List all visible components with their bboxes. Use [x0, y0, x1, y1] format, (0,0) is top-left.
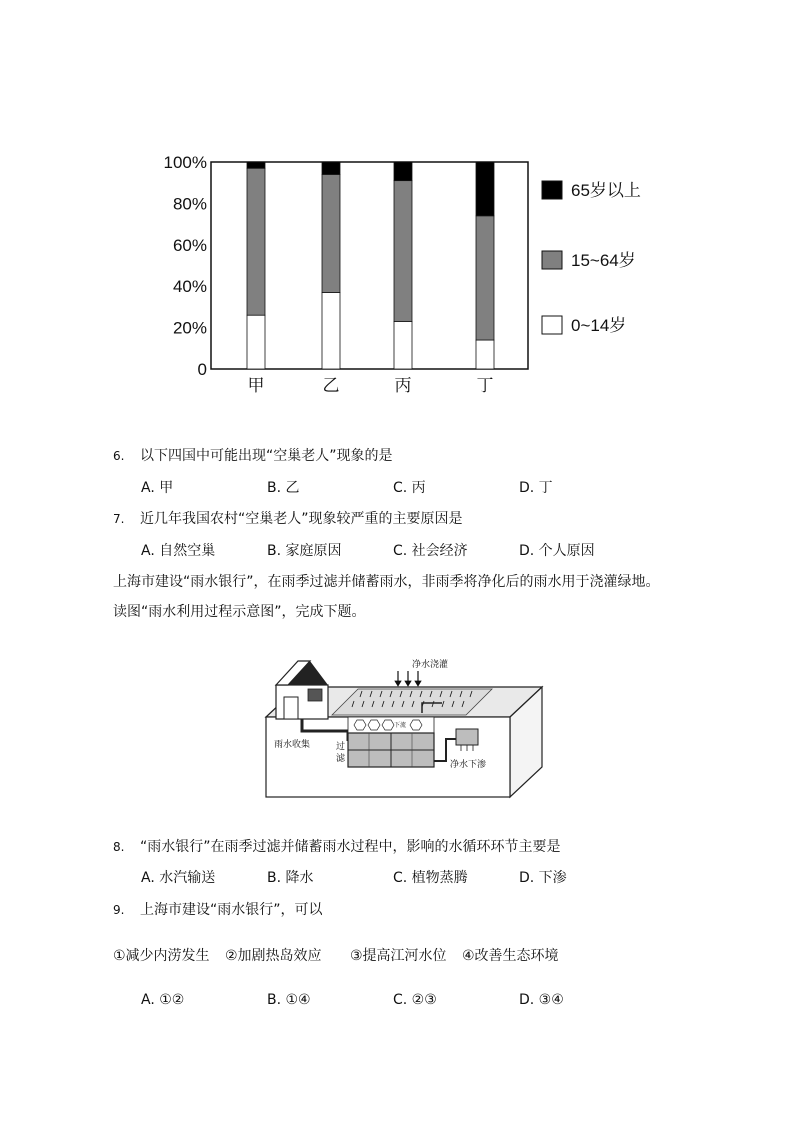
statement-2: ②加剧热岛效应: [225, 948, 322, 964]
option-a: A. ①②: [141, 992, 185, 1008]
y-tick-label: 60%: [172, 235, 207, 255]
legend-label: 65岁以上: [571, 181, 641, 200]
label-filter-1: 过: [336, 741, 346, 751]
rainwater-diagram: [262, 655, 544, 801]
label-collection: 雨水收集: [274, 739, 311, 749]
option-b: B. 降水: [267, 870, 314, 886]
option-c: C. ②③: [393, 992, 437, 1008]
legend-label: 15~64岁: [571, 251, 636, 270]
question-text: 上海市建设“雨水银行”，可以: [140, 902, 323, 918]
label-seep-down: 净水下渗: [450, 759, 487, 769]
question-number: 7.: [113, 512, 125, 526]
bar-segment: [322, 174, 340, 292]
storage-tanks: [348, 733, 434, 767]
x-tick-label: 丙: [394, 376, 412, 395]
legend-swatch: [542, 316, 562, 334]
passage-line: 上海市建设“雨水银行”，在雨季过滤并储蓄雨水，非雨季将净化后的雨水用于浇灌绿地。: [113, 574, 660, 590]
option-d: D. 丁: [519, 480, 553, 496]
y-tick-label: 0: [197, 360, 207, 379]
bar-segment: [247, 315, 265, 369]
passage-line: 读图“雨水利用过程示意图”，完成下题。: [113, 604, 366, 620]
x-tick-label: 乙: [322, 376, 340, 395]
bar-segment: [476, 340, 494, 369]
option-a: A. 自然空巢: [141, 543, 216, 559]
seep-module: [456, 729, 478, 745]
option-b: B. 家庭原因: [267, 543, 342, 559]
legend-label: 0~14岁: [571, 316, 627, 335]
lawn-surface: [332, 689, 492, 715]
label-irrigation: 净水浇灌: [412, 659, 449, 669]
question-number: 6.: [113, 449, 125, 463]
option-b: B. ①④: [267, 992, 311, 1008]
option-c: C. 社会经济: [393, 543, 468, 559]
bar-segment: [394, 321, 412, 369]
house-icon: [276, 661, 328, 719]
bar-segment: [322, 162, 340, 174]
y-tick-label: 100%: [163, 153, 207, 172]
option-c: C. 丙: [393, 480, 426, 496]
bar-segment: [247, 168, 265, 315]
bar-segment: [394, 162, 412, 181]
question-number: 9.: [113, 903, 125, 917]
question-text: 以下四国中可能出现“空巢老人”现象的是: [140, 448, 393, 464]
option-b: B. 乙: [267, 480, 300, 496]
y-tick-label: 20%: [172, 318, 207, 338]
bar-segment: [476, 162, 494, 216]
option-c: C. 植物蒸腾: [393, 870, 468, 886]
bar-segment: [394, 181, 412, 322]
legend-swatch: [542, 251, 562, 269]
label-filter-2: 滤: [336, 753, 346, 763]
option-d: D. ③④: [519, 992, 564, 1008]
filter-layer: [348, 717, 434, 733]
option-d: D. 下渗: [519, 870, 567, 886]
age-structure-chart: [150, 148, 670, 400]
statement-1: ①减少内涝发生: [113, 948, 210, 964]
question-text: 近几年我国农村“空巢老人”现象较严重的主要原因是: [140, 511, 463, 527]
y-tick-label: 80%: [172, 194, 207, 214]
option-d: D. 个人原因: [519, 543, 595, 559]
option-a: A. 水汽输送: [141, 870, 216, 886]
statement-3: ③提高江河水位: [350, 948, 447, 964]
bar-segment: [476, 216, 494, 340]
statement-4: ④改善生态环境: [462, 948, 559, 964]
label-downflow: 下流: [394, 723, 407, 729]
option-a: A. 甲: [141, 480, 174, 496]
bar-segment: [247, 162, 265, 168]
legend-swatch: [542, 181, 562, 199]
y-tick-label: 40%: [172, 277, 207, 297]
x-tick-label: 甲: [247, 376, 265, 395]
question-text: “雨水银行”在雨季过滤并储蓄雨水过程中，影响的水循环环节主要是: [140, 839, 561, 855]
question-number: 8.: [113, 840, 125, 854]
bar-segment: [322, 292, 340, 369]
x-tick-label: 丁: [476, 376, 494, 395]
